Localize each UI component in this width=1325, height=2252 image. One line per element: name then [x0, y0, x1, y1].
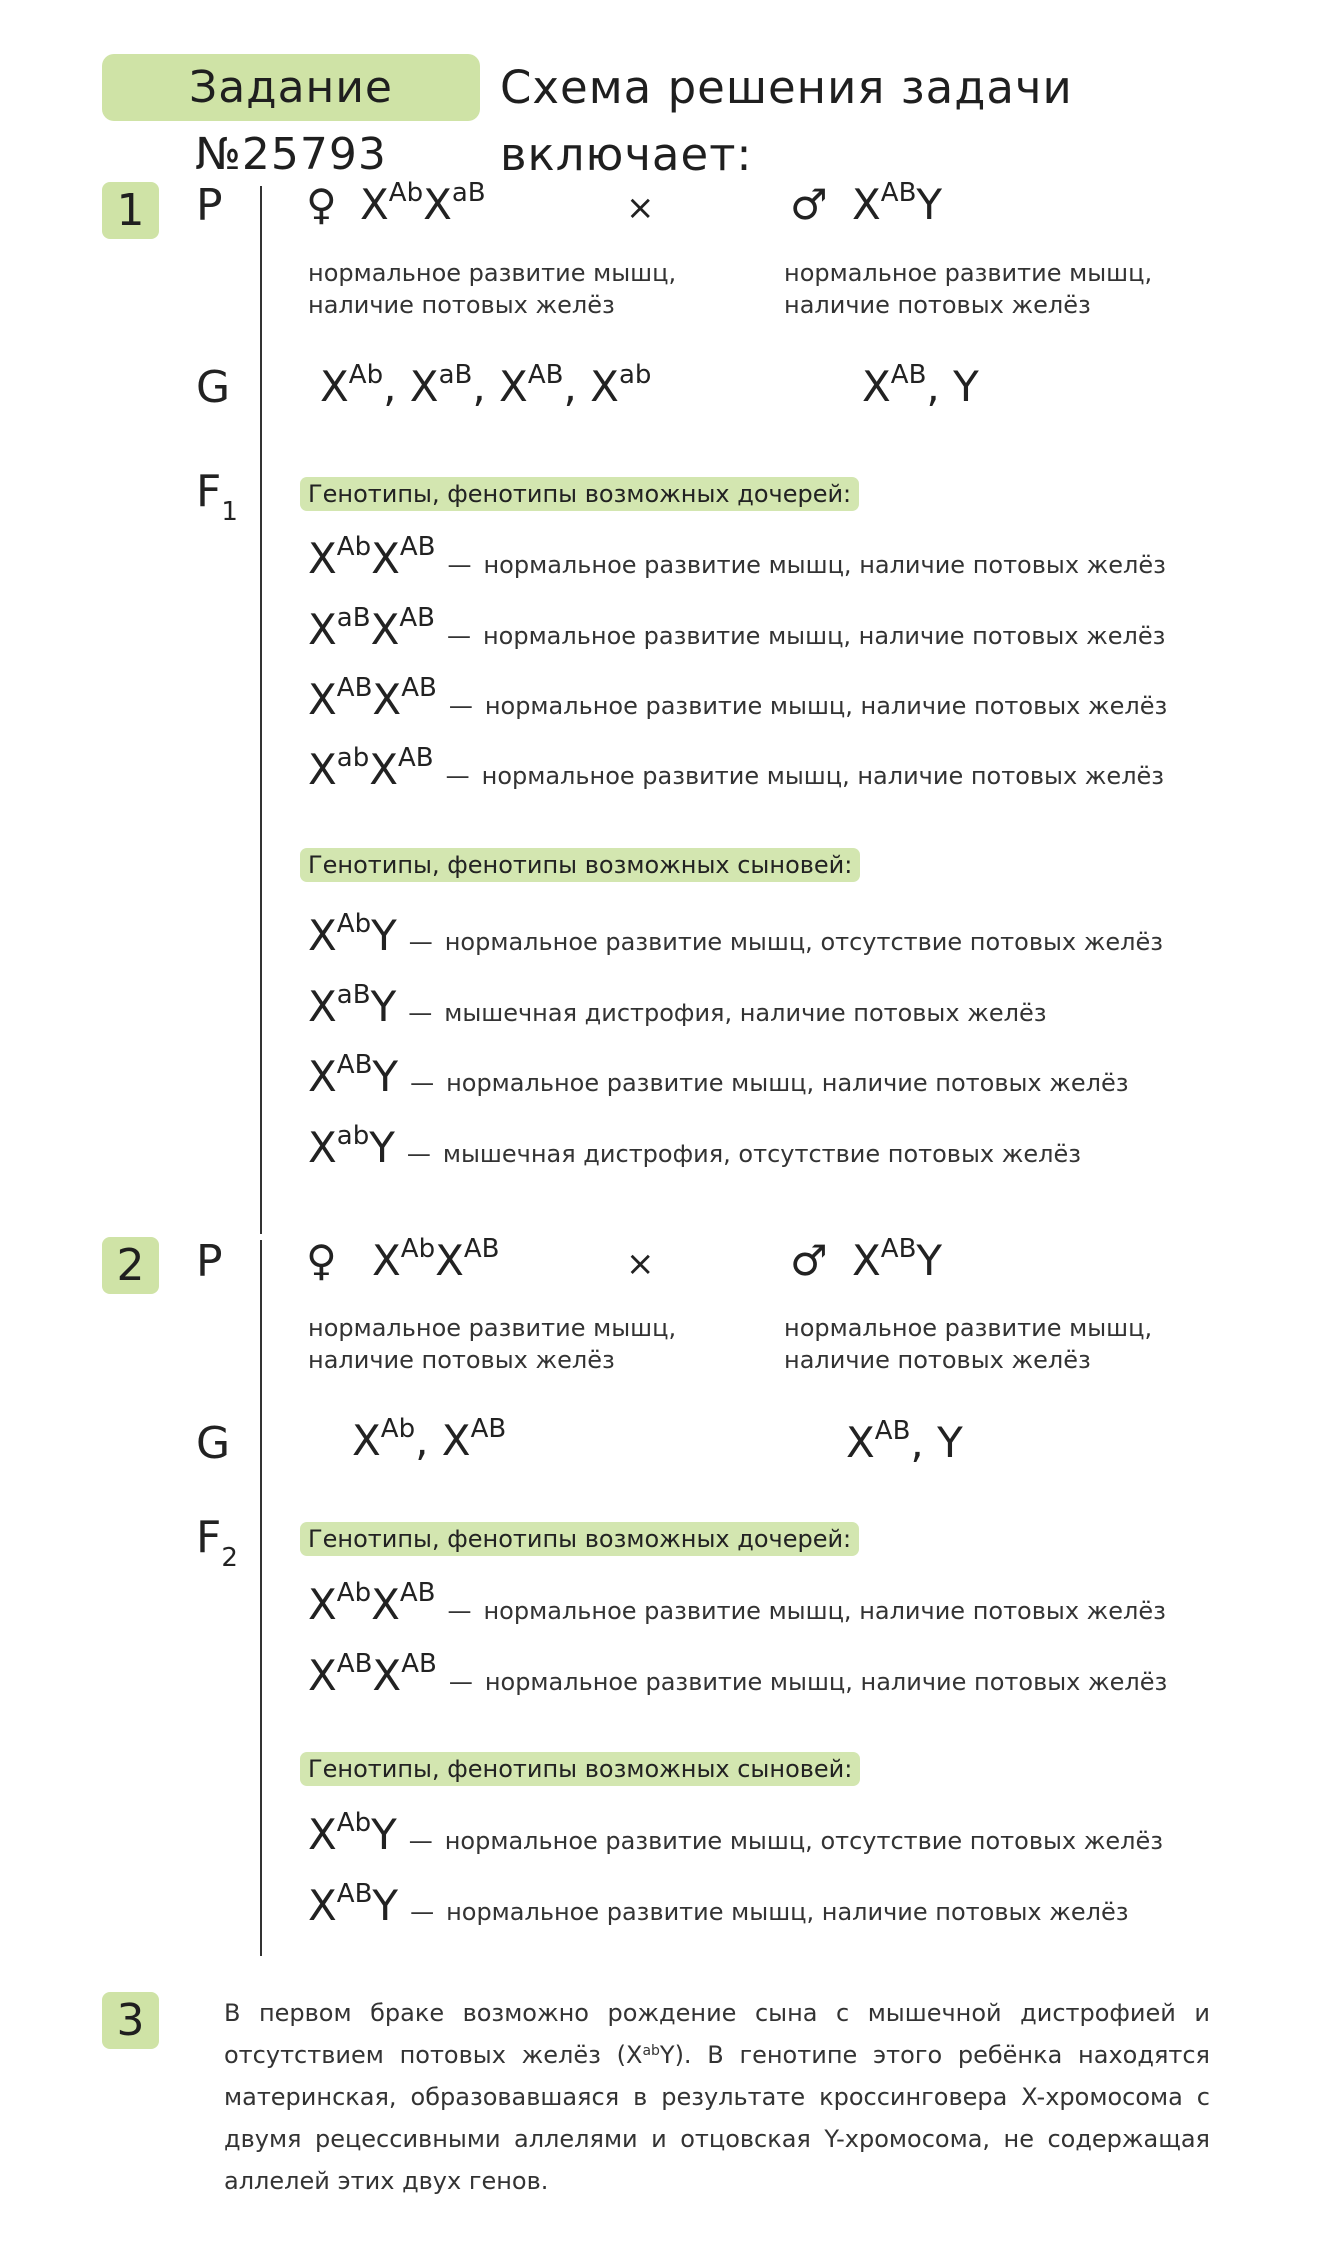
male-symbol-icon: ♂	[790, 180, 828, 229]
step-1-daughter-row: $X^{ab}X^{AB}$ — нормальное развитие мышц, наличие потовых желёз	[308, 743, 1165, 794]
step-1-son-row: $X^{aB}Y$ — мышечная дистрофия, наличие потовых желёз	[308, 980, 1047, 1031]
step-1-divider	[260, 186, 262, 1234]
step-1-male-genotype: $X^{AB}Y$	[852, 178, 943, 229]
step-2-sons-heading: Генотипы, фенотипы возможных сыновей:	[300, 1752, 860, 1786]
step-1-son-row: $X^{AB}Y$ — нормальное развитие мышц, наличие потовых желёз	[308, 1050, 1129, 1101]
step-2-son-row: $X^{Ab}Y$ — нормальное развитие мышц, отсутствие потовых желёз	[308, 1808, 1164, 1859]
step-2-label-f: $F_2$	[196, 1512, 238, 1573]
step-1-son-row: $X^{ab}Y$ — мышечная дистрофия, отсутствие потовых желёз	[308, 1121, 1081, 1172]
step-1-daughter-row: $X^{aB}X^{AB}$ — нормальное развитие мышц, наличие потовых желёз	[308, 603, 1166, 654]
step-2-female-gametes: $X^{Ab}$, $X^{AB}$	[352, 1414, 507, 1465]
step-1-label-g: G	[196, 362, 231, 413]
step-2-label-p: P	[196, 1236, 223, 1287]
step-2-number: 2	[102, 1237, 159, 1294]
page-title: Схема решения задачи включает:	[500, 61, 1073, 181]
step-2-son-row: $X^{AB}Y$ — нормальное развитие мышц, наличие потовых желёз	[308, 1879, 1129, 1930]
step-2-female-phenotype: нормальное развитие мышц, наличие потовых желёз	[308, 1314, 677, 1374]
female-symbol-icon: ♀	[306, 180, 337, 229]
step-1-sons-heading: Генотипы, фенотипы возможных сыновей:	[300, 848, 860, 882]
cross-symbol: ×	[626, 188, 655, 228]
step-1-female-genotype: $X^{Ab}X^{aB}$	[360, 178, 486, 229]
step-1-male-gametes: $X^{AB}$, Y	[862, 360, 979, 411]
step-3-number: 3	[102, 1992, 159, 2049]
step-2-daughters-heading: Генотипы, фенотипы возможных дочерей:	[300, 1522, 859, 1556]
step-1-number: 1	[102, 182, 159, 239]
task-number-badge: Задание №25793	[102, 54, 480, 121]
step-2-male-phenotype: нормальное развитие мышц, наличие потовых желёз	[784, 1314, 1153, 1374]
step-1-daughters-heading: Генотипы, фенотипы возможных дочерей:	[300, 477, 859, 511]
step-2-daughter-row: $X^{AB}X^{AB}$ — нормальное развитие мышц, наличие потовых желёз	[308, 1649, 1168, 1700]
step-2-divider	[260, 1240, 262, 1956]
female-symbol-icon: ♀	[306, 1236, 337, 1285]
step-1-male-phenotype: нормальное развитие мышц, наличие потовых желёз	[784, 259, 1153, 319]
step-2-daughter-row: $X^{Ab}X^{AB}$ — нормальное развитие мышц, наличие потовых желёз	[308, 1578, 1166, 1629]
step-2-label-g: G	[196, 1418, 231, 1469]
step-2-male-genotype: $X^{AB}Y$	[852, 1234, 943, 1285]
male-symbol-icon: ♂	[790, 1236, 828, 1285]
step-2-female-genotype: $X^{Ab}X^{AB}$	[372, 1234, 500, 1285]
step-1-son-row: $X^{Ab}Y$ — нормальное развитие мышц, отсутствие потовых желёз	[308, 909, 1164, 960]
step-1-label-f: $F_1$	[196, 466, 238, 527]
step-1-daughter-row: $X^{Ab}X^{AB}$ — нормальное развитие мышц, наличие потовых желёз	[308, 532, 1166, 583]
step-1-daughter-row: $X^{AB}X^{AB}$ — нормальное развитие мышц, наличие потовых желёз	[308, 673, 1168, 724]
step-1-female-gametes: $X^{Ab}$, $X^{aB}$, $X^{AB}$, $X^{ab}$	[320, 360, 652, 411]
step-1-label-p: P	[196, 180, 223, 231]
step-2-male-gametes: $X^{AB}$, Y	[846, 1416, 963, 1467]
step-1-female-phenotype: нормальное развитие мышц, наличие потовых желёз	[308, 259, 677, 319]
conclusion-paragraph: В первом браке возможно рождение сына с мышечной дистрофией и отсутствием потовых желёз $(X^{ab}Y)$. В генотипе этого ребёнка находятся материнская, образовавшаяся в результате кроссинговера X-хромосома с двумя рецессивными аллелями и отцовская Y-хромосома, не содержащая аллелей этих двух генов.	[224, 1999, 1210, 2195]
cross-symbol: ×	[626, 1244, 655, 1284]
